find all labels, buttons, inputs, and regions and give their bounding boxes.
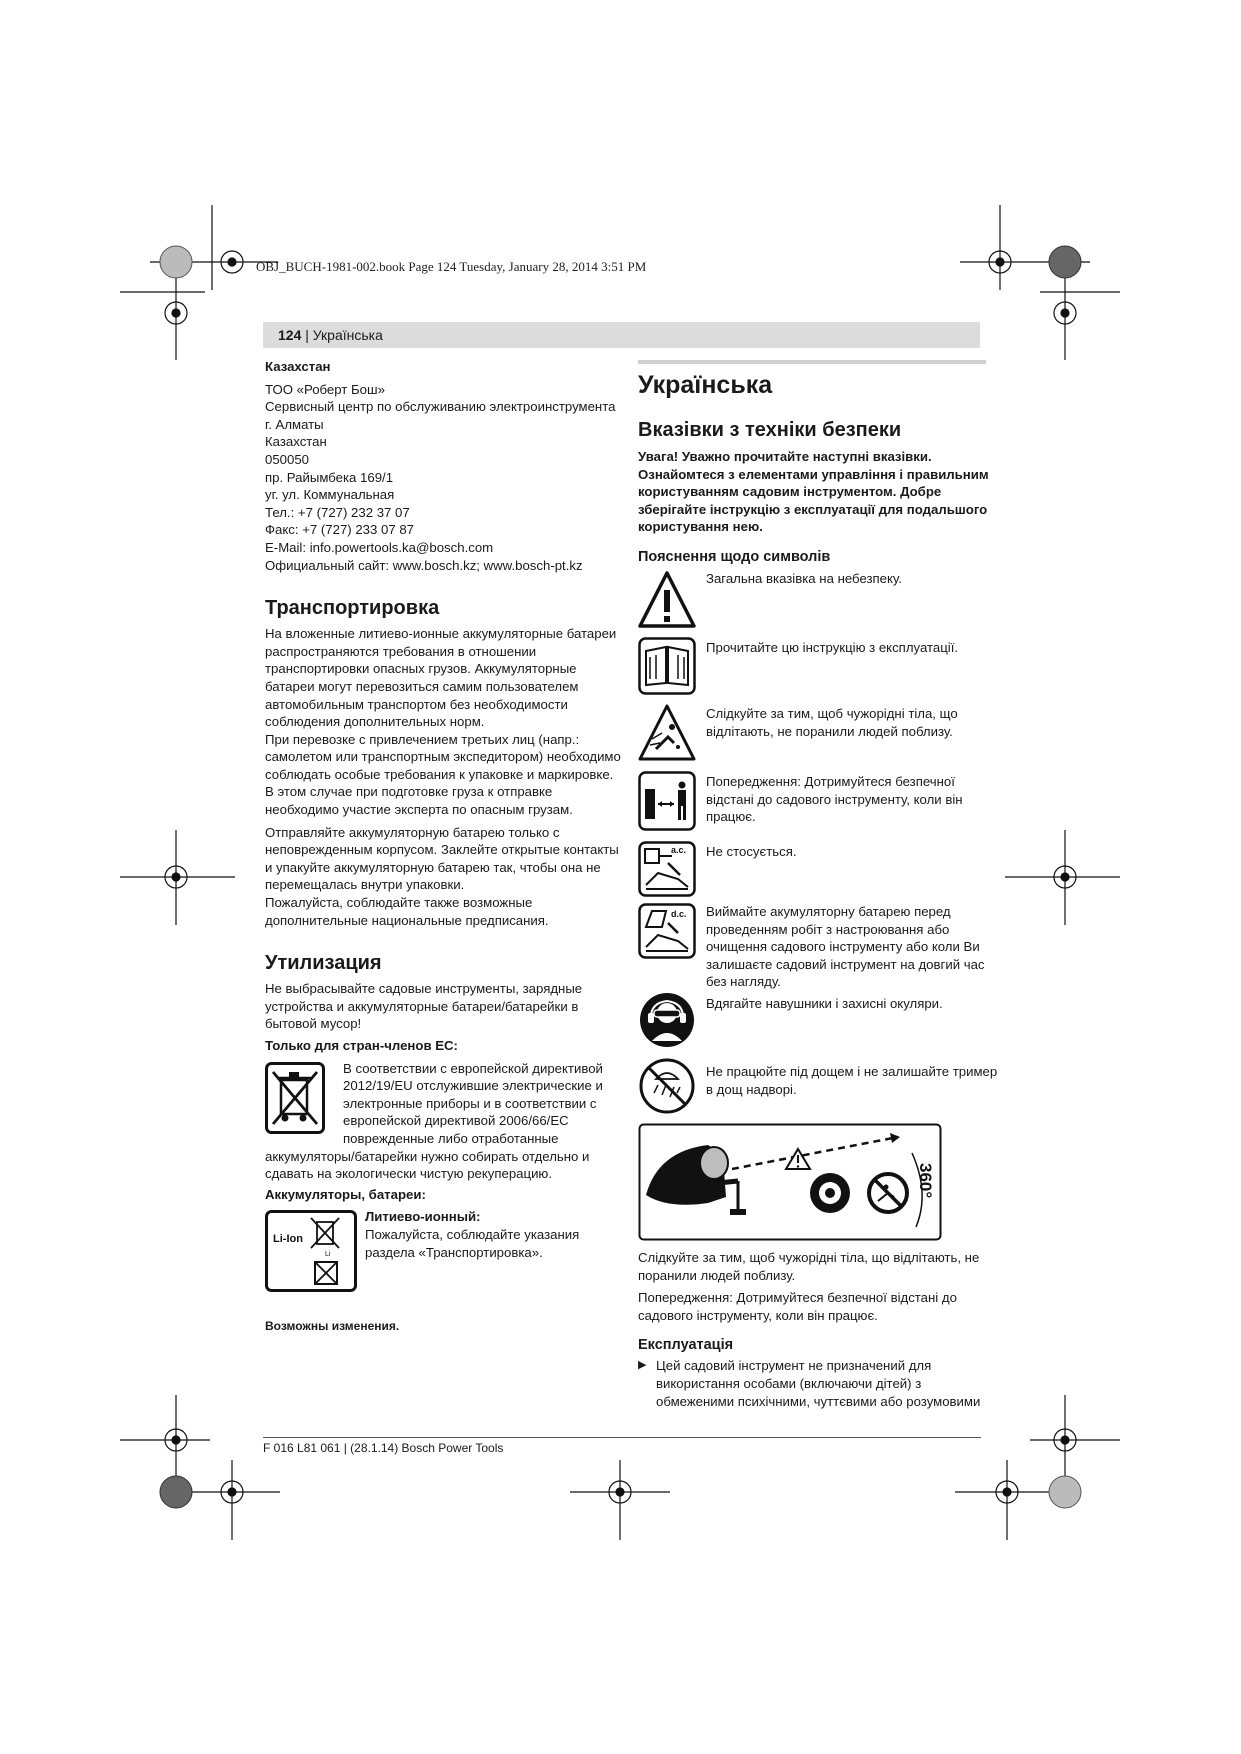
section-title: Українська <box>638 371 773 399</box>
text-line: Пожалуйста, соблюдайте указания <box>365 1226 580 1242</box>
bullet-arrow-icon: ▶ <box>638 1359 647 1372</box>
text-line: користування нею. <box>638 519 763 535</box>
symbols-title: Пояснення щодо символів <box>638 548 831 565</box>
liion-block <box>265 1208 615 1304</box>
transport-paragraph-2 <box>265 824 619 930</box>
trimmer-safety-diagram <box>638 1123 942 1241</box>
rotation-360-label: 360° <box>916 1162 935 1199</box>
address-line: пр. Райымбека 169/1 <box>265 469 394 485</box>
symbol-text: працює. <box>706 809 756 825</box>
symbol-text: відлітають, не поранили людей поблизу. <box>706 723 953 739</box>
symbol-text: Не стосується. <box>706 843 797 859</box>
text-line: Цей садовий інструмент не призначений для <box>656 1358 932 1374</box>
text-line: соблюдать особые требования к упаковке и маркировке. <box>265 766 614 782</box>
weee-block <box>265 1060 615 1183</box>
address-line: 050050 <box>265 451 310 467</box>
read-manual-icon <box>638 637 696 695</box>
li-ion-label: Li-Ion <box>273 1233 303 1246</box>
transport-paragraph-1 <box>265 625 621 819</box>
text-line: европейской директивой 2006/66/EC <box>343 1113 569 1129</box>
header-language: Українська <box>312 327 383 343</box>
book-slug-line: OBJ_BUCH-1981-002.book Page 124 Tuesday, January 28, 2014 3:51 PM <box>256 259 647 274</box>
symbol-text: відстані до садового інструменту, коли він <box>706 791 963 807</box>
eu-only-heading: Только для стран-членов ЕС: <box>265 1038 458 1053</box>
page-number: 124 <box>278 327 302 343</box>
symbol-text: Не працюйте під дощем і не залишайте тример <box>706 1063 998 1079</box>
text-line: аккумуляторы/батарейки нужно собирать отдельно и <box>265 1148 590 1164</box>
ear-eye-protection-icon <box>638 991 696 1049</box>
text-line: Попередження: Дотримуйтеся безпечної відстані до <box>638 1290 957 1306</box>
symbol-text: Вдягайте навушники і захисні окуляри. <box>706 995 943 1011</box>
text-line: поврежденные либо отработанные <box>343 1130 559 1146</box>
li-ion-recycle-icon <box>265 1210 357 1292</box>
li-small-label: Li <box>325 1251 331 1259</box>
text-line: Ознайомтеся з елементами управління і правильним <box>638 466 989 482</box>
batteries-heading: Аккумуляторы, батареи: <box>265 1186 426 1202</box>
changes-note: Возможны изменения. <box>265 1319 400 1334</box>
text-line: самолетом или транспортным экспедитором) необходимо <box>265 749 621 765</box>
text-line: обмеженими психічними, чуттєвими або розумовими <box>656 1393 981 1409</box>
address-email[interactable]: E-Mail: info.powertools.ka@bosch.com <box>265 539 494 555</box>
text-line: В соответствии с европейской директивой <box>343 1060 603 1076</box>
text-line: электронные приборы и в соответствии с <box>343 1095 597 1111</box>
address-line: уг. ул. Коммунальная <box>265 487 395 503</box>
trimmer-distance-icon <box>638 1123 942 1241</box>
text-line: устройства и аккумуляторные батареи/батарейки в <box>265 998 579 1014</box>
address-line: г. Алматы <box>265 416 324 432</box>
text-line: автомобильным транспортом без необходимости <box>265 696 568 712</box>
address-line: Факс: +7 (727) 233 07 87 <box>265 522 415 538</box>
page-footer: F 016 L81 061 | (28.1.14) Bosch Power Tools <box>263 1441 504 1455</box>
address-block <box>265 381 615 575</box>
dc-label: d.c. <box>671 908 687 919</box>
text-line: необходимо участие эксперта по опасным грузам. <box>265 802 573 818</box>
warning-triangle-icon <box>638 570 696 630</box>
text-line: неповрежденным корпусом. Заклейте открытые контакты <box>265 842 619 858</box>
page-header: 124 | Українська <box>278 327 383 343</box>
text-line: раздела «Транспортировка». <box>365 1244 543 1260</box>
symbol-text: залишаєте садовий інструмент на довгий час <box>706 956 985 972</box>
disposal-paragraph <box>265 980 615 1033</box>
text-line: Не выбрасывайте садовые инструменты, зарядные <box>265 981 583 997</box>
text-line: дополнительные национальные предписания. <box>265 912 549 928</box>
address-line: Казахстан <box>265 434 327 450</box>
text-line: Отправляйте аккумуляторную батарею только с <box>265 824 560 840</box>
liion-title: Литиево-ионный: <box>365 1209 481 1225</box>
text-line: користуванням садовим інструментом. Добре <box>638 484 942 500</box>
text-line: бытовой мусор! <box>265 1016 362 1032</box>
symbol-row <box>638 771 986 841</box>
symbol-text: Прочитайте цю інструкцію з експлуатації. <box>706 639 959 655</box>
text-line: батареи могут перевозиться самим пользователем <box>265 678 579 694</box>
address-line: ТОО «Роберт Бош» <box>265 381 385 397</box>
symbol-row <box>638 570 986 637</box>
address-title: Казахстан <box>265 359 331 374</box>
left-column <box>265 358 621 1336</box>
ac-unplug-icon <box>638 841 696 897</box>
ac-label: a.c. <box>671 844 687 855</box>
symbol-text: Слідкуйте за тим, щоб чужорідні тіла, що <box>706 705 958 721</box>
symbol-row <box>638 1057 998 1123</box>
text-line: и упакуйте аккумуляторную батарею так, чтобы она не <box>265 859 601 875</box>
safe-distance-icon <box>638 771 696 831</box>
diagram-caption-1 <box>638 1249 986 1284</box>
text-line: Пожалуйста, соблюдайте также возможные <box>265 895 533 911</box>
disposal-title: Утилизация <box>265 952 382 975</box>
flying-debris-icon <box>638 703 696 763</box>
text-line: поранили людей поблизу. <box>638 1267 796 1283</box>
symbol-row <box>638 995 986 1057</box>
right-column <box>638 360 998 1410</box>
safety-title: Вказівки з техніки безпеки <box>638 419 902 441</box>
footer-rule <box>263 1437 981 1438</box>
crossed-bin-icon <box>265 1062 325 1134</box>
symbol-text: Виймайте акумуляторну батарею перед <box>706 903 951 919</box>
symbol-text: очищення садового інструменту або коли Ви <box>706 939 980 955</box>
text-line: садового інструменту, коли він працює. <box>638 1307 878 1323</box>
dc-battery-icon <box>638 903 696 959</box>
symbol-text: Загальна вказівка на небезпеку. <box>706 570 902 586</box>
text-line: транспортировки опасных грузов. Аккумуляторные <box>265 661 577 677</box>
symbol-row <box>638 703 986 771</box>
warning-paragraph <box>638 448 989 536</box>
operation-bullet <box>638 1357 986 1410</box>
symbol-text: проведенням робіт з настроювання або <box>706 921 950 937</box>
text-line: перемещалась внутри упаковки. <box>265 877 465 893</box>
text-line: соблюдения дополнительных норм. <box>265 714 485 730</box>
symbol-text: без нагляду. <box>706 974 781 990</box>
text-line: На вложенные литиево-ионные аккумуляторные батареи <box>265 626 617 642</box>
symbol-row <box>638 637 986 703</box>
text-line: В этом случае при подготовке груза к отправке <box>265 784 553 800</box>
transport-title: Транспортировка <box>265 597 440 620</box>
address-line: Сервисный центр по обслуживанию электроинструмента <box>265 399 616 415</box>
text-line: зберігайте інструкцію з експлуатації для подальшого <box>638 501 988 517</box>
diagram-caption-2 <box>638 1289 986 1324</box>
text-line: використання особами (включаючи дітей) з <box>656 1375 922 1391</box>
symbol-row <box>638 903 986 995</box>
symbol-text: в дощ надворі. <box>706 1081 797 1097</box>
text-line: Слідкуйте за тим, щоб чужорідні тіла, що відлітають, не <box>638 1249 980 1265</box>
no-rain-icon <box>638 1057 696 1115</box>
text-line: распространяются требования в отношении <box>265 643 537 659</box>
address-line: Тел.: +7 (727) 232 37 07 <box>265 504 410 520</box>
address-website[interactable]: Официальный сайт: www.bosch.kz; www.bosch-pt.kz <box>265 557 583 573</box>
text-line: Увага! Уважно прочитайте наступні вказівки. <box>638 449 932 464</box>
operation-title: Експлуатація <box>638 1337 734 1354</box>
text-line: сдавать на экологически чистую рекуперацию. <box>265 1166 552 1182</box>
symbol-text: Попередження: Дотримуйтеся безпечної <box>706 773 955 789</box>
text-line: 2012/19/EU отслужившие электрические и <box>343 1078 603 1094</box>
text-line: При перевозке с привлечением третьих лиц (напр.: <box>265 731 580 747</box>
symbol-row <box>638 841 986 903</box>
